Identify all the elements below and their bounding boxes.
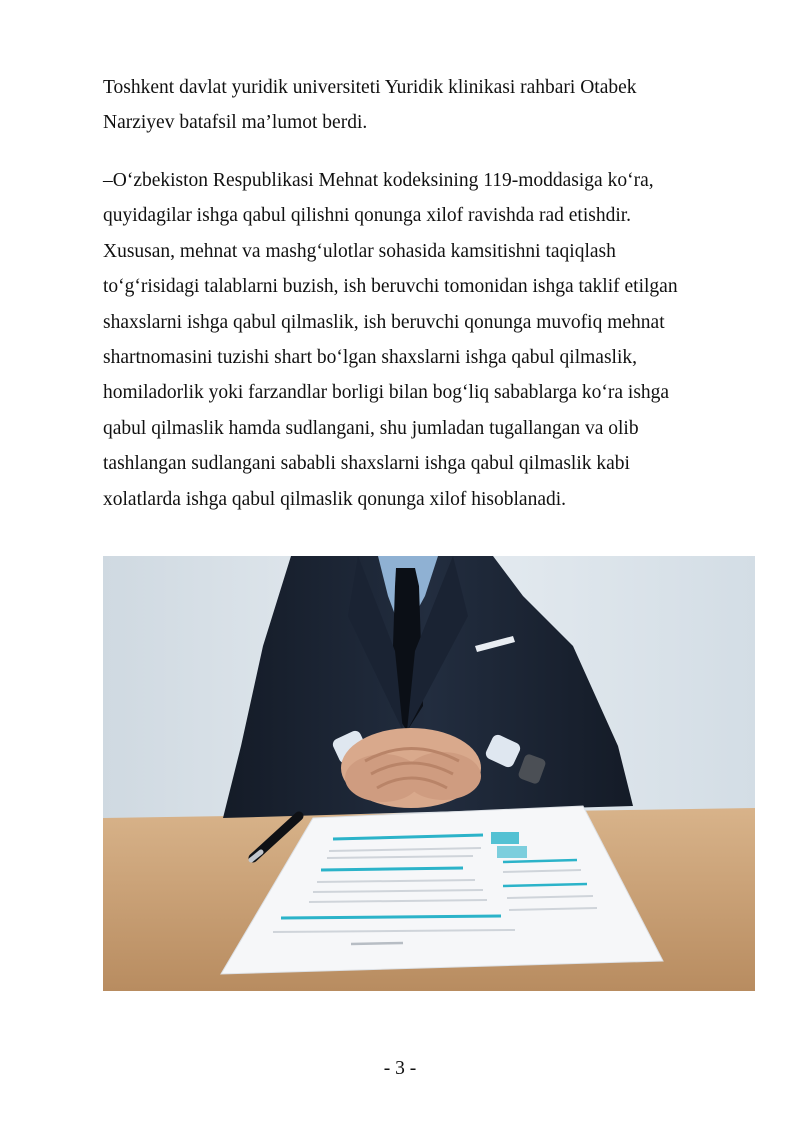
paragraph-line: qabul qilmaslik hamda sudlangani, shu jumladan tugallangan va olib (103, 417, 639, 439)
paragraph-line: –O‘zbekiston Respublikasi Mehnat kodeksining 119-moddasiga ko‘ra, (103, 170, 654, 191)
paragraph-line: tashlangan sudlangani sababli shaxslarni ishga qabul qilmaslik kabi (103, 453, 630, 475)
paragraph-line: to‘g‘risidagi talablarni buzish, ish beruvchi tomonidan ishga taklif etilgan (103, 276, 678, 298)
paragraph-line: Narziyev batafsil ma’lumot berdi. (103, 112, 368, 134)
paragraph-line: shartnomasini tuzishi shart bo‘lgan shaxslarni ishga qabul qilmaslik, (103, 347, 638, 369)
paragraph-intro (103, 70, 753, 141)
paragraph-line: homiladorlik yoki farzandlar borligi bilan bog‘liq sabablarga ko‘ra ishga (103, 382, 670, 404)
interview-photo (103, 556, 755, 991)
paragraph-line: Toshkent davlat yuridik universiteti Yuridik klinikasi rahbari Otabek (103, 77, 637, 98)
paragraph-line: Xususan, mehnat va mashg‘ulotlar sohasida kamsitishni taqiqlash (103, 240, 616, 262)
paragraph-labor-code (103, 163, 753, 517)
page-number: - 3 - (383, 1058, 417, 1079)
paragraph-line: xolatlarda ishga qabul qilmaslik qonunga xilof hisoblanadi. (103, 488, 567, 510)
paragraph-line: shaxslarni ishga qabul qilmaslik, ish beruvchi qonunga muvofiq mehnat (103, 311, 665, 333)
paragraph-line: quyidagilar ishga qabul qilishni qonunga xilof ravishda rad etishdir. (103, 205, 632, 227)
